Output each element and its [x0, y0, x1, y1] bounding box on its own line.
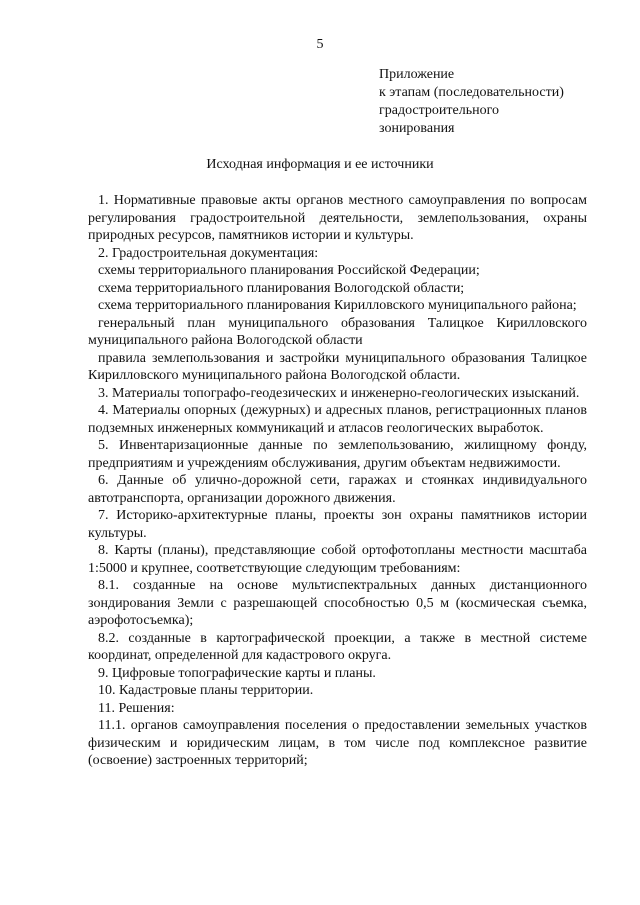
paragraph: 10. Кадастровые планы территории.	[98, 683, 314, 698]
appendix-block	[379, 66, 619, 138]
paragraph: 3. Материалы топографо-геодезических и инженерно-геологических изысканий.	[98, 385, 580, 401]
paragraph: 4. Материалы опорных (дежурных) и адресных планов, регистрационных планов подземных инженерных коммуникаций и атласов геологических выработок.	[88, 403, 587, 436]
paragraph: 5. Инвентаризационные данные по землепользованию, жилищному фонду, предприятиям и учреждениям обслуживания, другим объектам недвижимости.	[88, 438, 587, 471]
appendix-line: к этапам (последовательности)	[379, 85, 564, 100]
appendix-line: зонирования	[379, 121, 455, 136]
paragraph: правила землепользования и застройки муниципального образования Талицкое Кирилловского муниципального района Вологодской области.	[88, 350, 587, 383]
appendix-line: градостроительного	[379, 103, 500, 118]
paragraph: схема территориального планирования Вологодской области;	[98, 280, 465, 296]
paragraph: 2. Градостроительная документация:	[98, 245, 319, 261]
paragraph: 9. Цифровые топографические карты и планы.	[98, 665, 376, 681]
appendix-line: Приложение	[379, 67, 455, 82]
paragraph: схемы территориального планирования Российской Федерации;	[98, 263, 480, 278]
paragraph: 1. Нормативные правовые акты органов местного самоуправления по вопросам регулирования градостроительной деятельности, землепользования, охраны природных ресурсов, памятников истории и культуры.	[88, 193, 587, 243]
paragraph: 11.1. органов самоуправления поселения о предоставлении земельных участков физическим и юридическим лицам, в том числе под комплексное развитие (освоение) застроенных территорий;	[88, 718, 587, 768]
paragraph: 11. Решения:	[98, 700, 175, 716]
paragraph: схема территориального планирования Кирилловского муниципального района;	[98, 298, 577, 313]
page-number: 5	[316, 37, 324, 52]
paragraph: 7. Историко-архитектурные планы, проекты зон охраны памятников истории культуры.	[88, 508, 587, 541]
paragraph: 8.1. созданные на основе мультиспектральных данных дистанционного зондирования Земли с разрешающей способностью 0,5 м (космическая съемка, аэрофотосъемка);	[88, 578, 587, 628]
paragraph: 8.2. созданные в картографической проекции, а также в местной системе координат, определенной для кадастрового округа.	[88, 630, 587, 663]
paragraph: 6. Данные об улично-дорожной сети, гаражах и стоянках индивидуального автотранспорта, организации дорожного движения.	[88, 473, 587, 506]
section-heading: Исходная информация и ее источники	[206, 157, 434, 172]
paragraph: генеральный план муниципального образования Талицкое Кирилловского муниципального района Вологодской области	[88, 315, 587, 348]
document-body	[88, 192, 587, 770]
paragraph: 8. Карты (планы), представляющие собой ортофотопланы местности масштаба 1:5000 и крупнее, соответствующие следующим требованиям:	[88, 543, 587, 576]
